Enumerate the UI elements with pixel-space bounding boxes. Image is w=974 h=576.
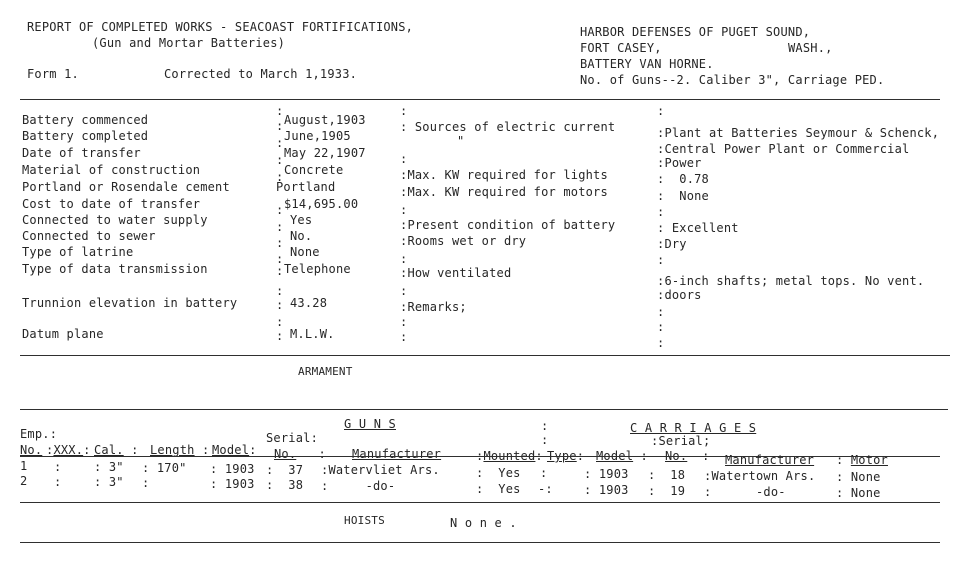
colon-separator: : <box>276 104 284 118</box>
colon-separator: : <box>541 419 549 433</box>
colon-separator: : <box>276 220 284 234</box>
colon-separator: : <box>54 460 62 474</box>
field-value: : 0.78 <box>657 172 709 186</box>
state-name: WASH., <box>788 41 833 55</box>
header-carriage-serial: :Serial; <box>651 434 711 448</box>
field-value: Telephone <box>284 262 351 276</box>
field-value: :doors <box>657 288 702 302</box>
colon-separator: : <box>400 203 408 217</box>
details-rule <box>20 355 950 356</box>
cell-emp: 1 <box>20 459 28 473</box>
form-number: Form 1. <box>27 67 79 81</box>
report-subtitle: (Gun and Mortar Batteries) <box>92 36 286 50</box>
column-header-length: Length : <box>150 443 210 457</box>
cell-mounted: : Yes <box>476 482 521 496</box>
hoists-rule <box>20 542 940 543</box>
column-header-type: Type: <box>547 449 585 463</box>
cell-motor: : None <box>836 470 881 484</box>
cell-motor: : None <box>836 486 881 500</box>
column-header-serial-no: No. : <box>274 447 326 461</box>
colon-separator: : <box>400 330 408 344</box>
cell-carriage-manufacturer: :Watertown Ars. <box>704 469 816 483</box>
column-header-emp-no: No. <box>20 443 43 457</box>
corrected-date: Corrected to March 1,1933. <box>164 67 358 81</box>
field-label: Connected to sewer <box>22 229 156 243</box>
field-value: May 22,1907 <box>284 146 366 160</box>
hoists-label: HOISTS <box>344 514 385 527</box>
colon-separator: : <box>276 119 284 133</box>
colon-separator: : <box>400 284 408 298</box>
report-title: REPORT OF COMPLETED WORKS - SEACOAST FORTIFICATIONS, <box>27 20 414 34</box>
field-label: Portland or Rosendale cement <box>22 180 230 194</box>
colon-separator: : <box>54 475 62 489</box>
field-value: August,1903 <box>284 113 366 127</box>
field-value: 43.28 <box>290 296 328 310</box>
field-value: June,1905 <box>284 129 351 143</box>
ditto-mark: " <box>457 134 465 148</box>
field-label: :Max. KW required for motors <box>400 185 608 199</box>
field-label: :Present condition of battery <box>400 218 616 232</box>
colon-separator: : <box>657 305 665 319</box>
field-label: Battery completed <box>22 129 149 143</box>
colon-separator: -: <box>538 482 553 496</box>
carriages-group-heading: C A R R I A G E S <box>630 421 757 435</box>
hoists-value: N o n e . <box>450 516 517 530</box>
header-rule <box>20 99 940 100</box>
colon-separator: : <box>400 252 408 266</box>
colon-separator: : <box>276 284 284 298</box>
cell-serial: : 38 <box>266 478 304 492</box>
colon-separator: : <box>276 329 284 343</box>
column-header-xxx: :XXX.: <box>46 443 91 457</box>
colon-separator: : <box>276 298 284 312</box>
field-value: No. <box>290 229 313 243</box>
table-header-rule <box>20 456 940 457</box>
field-value: None <box>290 245 320 259</box>
cell-manufacturer: :Watervliet Ars. <box>321 463 440 477</box>
column-header-mounted: :Mounted: <box>476 449 543 463</box>
field-value: Concrete <box>284 163 344 177</box>
guns-group-heading: G U N S <box>344 417 396 431</box>
field-label: Trunnion elevation in battery <box>22 296 238 310</box>
field-label: :Rooms wet or dry <box>400 234 527 248</box>
battery-name: BATTERY VAN HORNE. <box>580 57 714 71</box>
header-emp: Emp.: <box>20 427 58 441</box>
field-value: Portland <box>276 180 336 194</box>
cell-caliber: : 3" <box>94 460 124 474</box>
field-label: Cost to date of transfer <box>22 197 201 211</box>
field-value: :Central Power Plant or Commercial <box>657 142 910 156</box>
field-value: :Power <box>657 156 702 170</box>
guns-caliber-line: No. of Guns--2. Caliber 3", Carriage PED. <box>580 73 885 87</box>
field-value: Yes <box>290 213 313 227</box>
cell-model: : 1903 <box>210 462 255 476</box>
colon-separator: : <box>276 264 284 278</box>
colon-separator: : <box>657 320 665 334</box>
field-label: :Remarks; <box>400 300 467 314</box>
cell-emp: 2 <box>20 474 28 488</box>
cell-manufacturer: : -do- <box>321 479 396 493</box>
column-header-carriage-manufacturer: Manufacturer <box>725 453 815 467</box>
header-serial: Serial: <box>266 431 318 445</box>
colon-separator: : <box>400 104 408 118</box>
colon-separator: : <box>276 315 284 329</box>
field-label: :How ventilated <box>400 266 512 280</box>
field-label: Connected to water supply <box>22 213 208 227</box>
colon-separator: : <box>657 336 665 350</box>
column-header-caliber: Cal. : <box>94 443 139 457</box>
field-value: $14,695.00 <box>284 197 359 211</box>
field-value: : None <box>657 189 709 203</box>
field-value: : Excellent <box>657 221 739 235</box>
colon-separator: : <box>400 315 408 329</box>
column-header-motor: : Motor <box>836 453 888 467</box>
cell-length: : 170" <box>142 461 187 475</box>
colon-separator: : <box>541 433 549 447</box>
cell-carriage-serial: : 18 <box>648 468 686 482</box>
field-label: : Sources of electric current <box>400 120 616 134</box>
field-label: Type of latrine <box>22 245 134 259</box>
cell-serial: : 37 <box>266 463 304 477</box>
colon-separator: : <box>276 252 284 266</box>
field-value: M.L.W. <box>290 327 335 341</box>
cell-model: : 1903 <box>210 477 255 491</box>
cell-carriage-serial: : 19 <box>648 484 686 498</box>
cell-length: : <box>142 476 157 490</box>
harbor-defenses: HARBOR DEFENSES OF PUGET SOUND, <box>580 25 811 39</box>
field-label: Date of transfer <box>22 146 141 160</box>
colon-separator: : <box>276 236 284 250</box>
cell-mounted: : Yes <box>476 466 521 480</box>
cell-caliber: : 3" <box>94 475 124 489</box>
field-label: Material of construction <box>22 163 201 177</box>
colon-separator: : <box>276 136 284 150</box>
fort-name: FORT CASEY, <box>580 41 662 55</box>
field-label: :Max. KW required for lights <box>400 168 608 182</box>
column-header-model: Model: <box>212 443 257 457</box>
column-header-manufacturer: Manufacturer <box>352 447 442 461</box>
armament-top-rule <box>20 409 948 410</box>
colon-separator: : <box>540 466 548 480</box>
column-header-carriage-model: Model : <box>596 449 648 463</box>
cell-carriage-model: : 1903 <box>584 483 629 497</box>
field-label: Type of data transmission <box>22 262 208 276</box>
field-value: :Plant at Batteries Seymour & Schenck, <box>657 126 940 140</box>
colon-separator: : <box>657 253 665 267</box>
field-value: :6-inch shafts; metal tops. No vent. <box>657 274 925 288</box>
colon-separator: : <box>657 104 665 118</box>
cell-carriage-manufacturer: : -do- <box>704 485 786 499</box>
field-label: Datum plane <box>22 327 104 341</box>
field-label: Battery commenced <box>22 113 149 127</box>
armament-heading: ARMAMENT <box>298 365 353 378</box>
cell-carriage-model: : 1903 <box>584 467 629 481</box>
colon-separator: : <box>276 153 284 167</box>
armament-bottom-rule <box>20 502 940 503</box>
column-header-carriage-serial-no: No. : <box>665 449 710 463</box>
field-value: :Dry <box>657 237 687 251</box>
colon-separator: : <box>657 205 665 219</box>
colon-separator: : <box>276 170 284 184</box>
colon-separator: : <box>276 203 284 217</box>
colon-separator: : <box>400 152 408 166</box>
